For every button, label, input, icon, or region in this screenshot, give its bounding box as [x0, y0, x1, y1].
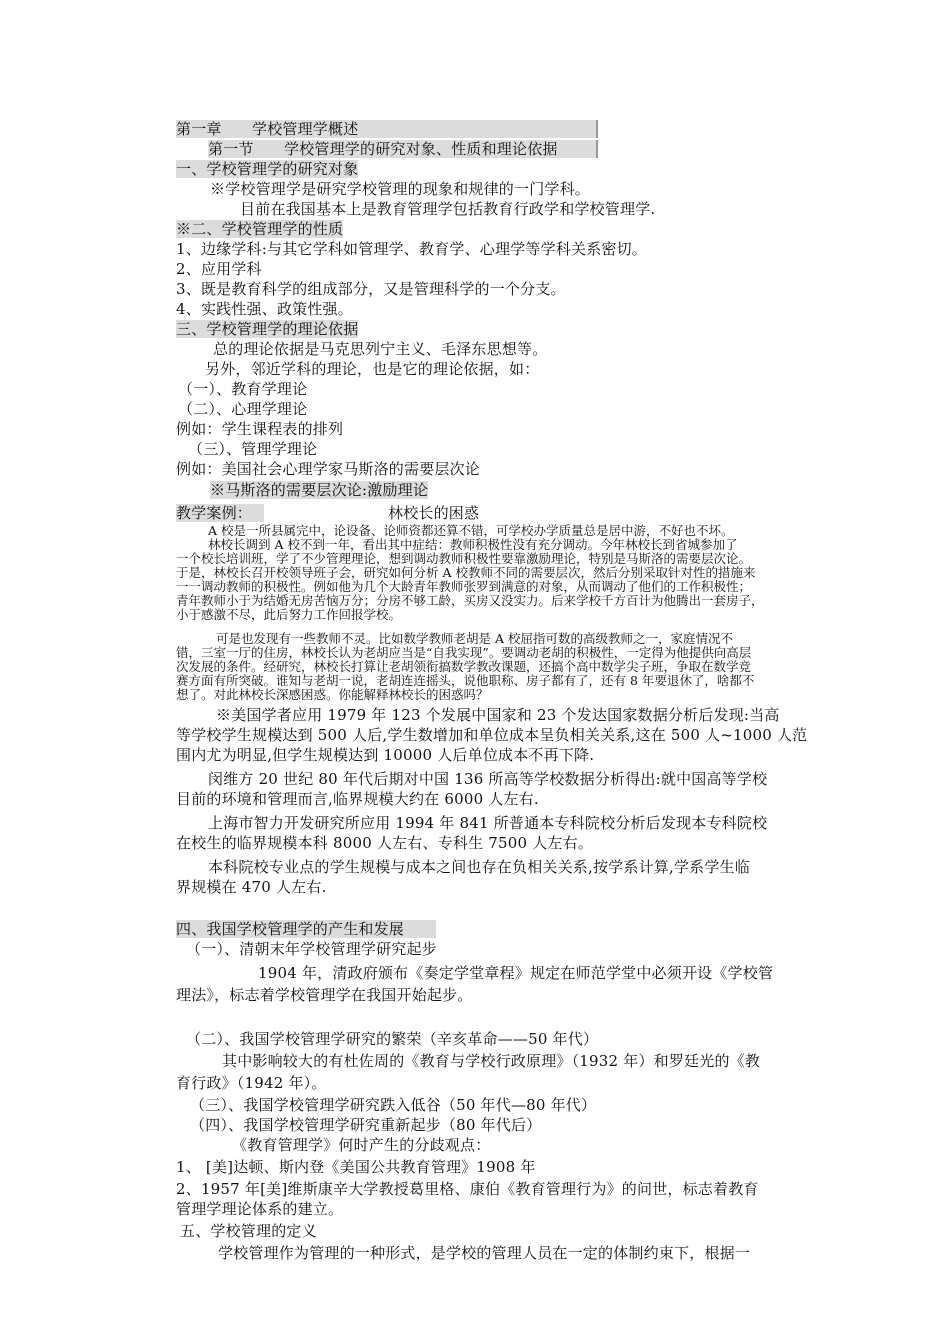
case-p1-line: 青年教师小于为结婚无房苦恼万分；分房不够工龄，买房又没实力。后来学校千方百计为他腾出一套房子，: [176, 593, 764, 608]
heading-definition: 五、学校管理的定义: [180, 1222, 317, 1240]
history-item-3: （三）、我国学校管理学研究跌入低谷（50 年代—80 年代）: [190, 1096, 597, 1114]
paragraph-definition: ※学校管理学是研究学校管理的现象和规律的一门学科。: [210, 180, 591, 198]
case-p2-line: 想了。对此林校长深感困惑。你能解释林校长的困惑吗？: [176, 687, 489, 702]
section-title: 第一节 学校管理学的研究对象、性质和理论依据: [208, 140, 598, 158]
case-p1-line: A 校是一所县属完中，论设备、论师资都还算不错，可学校办学质量总是居中游，不好也不坏。: [208, 523, 734, 538]
case-p2-line: 可是也发现有一些教师不灵。比如数学教师老胡是 A 校屈指可数的高级教师之一，家庭情况不: [216, 631, 733, 646]
research-p1-line: 围内尤为明显,但学生规模达到 10000 人后单位成本不再下降.: [176, 746, 595, 764]
case-p1-line: 小于感激不尽，此后努力工作回报学校。: [176, 607, 402, 622]
case-p1-line: 于是，林校长召开校领导班子会，研究如何分析 A 校教师不同的需要层次，然后分别采取针对性的措施来: [176, 565, 756, 580]
divergence-heading: 《教育管理学》何时产生的分歧观点：: [232, 1136, 491, 1154]
heading-theory: 三、学校管理学的理论依据: [176, 320, 359, 338]
example-1: 例如：学生课程表的排列: [176, 420, 344, 438]
case-p1-line: 一一调动教师的积极性。例如他为几个大龄青年教师张罗到满意的对象，从而调动了他们的工作积极性；: [176, 579, 752, 594]
history-1-text: 理法》，标志着学校管理学在我国开始起步。: [176, 986, 473, 1004]
research-p3-line: 上海市智力开发研究所应用 1994 年 841 所普通本专科院校分析后发现本专科院校: [208, 814, 768, 832]
theory-item-2: （二）、心理学理论: [178, 400, 308, 418]
history-item-1: （一）、清朝末年学校管理学研究起步: [186, 940, 437, 958]
theory-item-3: （三）、管理学理论: [188, 440, 318, 458]
case-p2-line: 错，三室一厅的住房，林校长认为老胡应当是“自我实现”。要调动老胡的积极性，一定得为他提供向高层: [176, 645, 752, 660]
theory-item-1: （一）、教育学理论: [178, 380, 308, 398]
research-p1-line: ※美国学者应用 1979 年 123 个发展中国家和 23 个发达国家数据分析后发现:当高: [216, 706, 780, 724]
research-p4-line: 本科院校专业点的学生规模与成本之间也存在负相关关系,按学系计算,学系学生临: [208, 858, 750, 876]
heading-research-object: 一、学校管理学的研究对象: [176, 160, 359, 178]
nature-item-2: 2、应用学科: [176, 260, 262, 278]
view-1: 1、 [美]达顿、斯内登《美国公共教育管理》1908 年: [176, 1158, 536, 1176]
research-p4-line: 界规模在 470 人左右.: [176, 878, 327, 896]
research-p2-line: 目前的环境和管理而言,临界规模大约在 6000 人左右.: [176, 790, 539, 808]
example-2: 例如：美国社会心理学家马斯洛的需要层次论: [176, 460, 481, 478]
definition-text: 学校管理作为管理的一种形式，是学校的管理人员在一定的体制约束下，根据一: [218, 1244, 751, 1262]
history-item-4: （四）、我国学校管理学研究重新起步（80 年代后）: [190, 1116, 542, 1134]
case-p1-line: 一个校长培训班，学了不少管理理论，想到调动教师积极性要靠激励理论，特别是马斯洛的需要层次论。: [176, 551, 752, 566]
case-label: 教学案例：: [176, 504, 264, 522]
theory-other: 另外，邻近学科的理论，也是它的理论依据，如：: [205, 360, 540, 378]
nature-item-4: 4、实践性强、政策性强。: [176, 300, 353, 318]
theory-general: 总的理论依据是马克思列宁主义、毛泽东思想等。: [213, 340, 548, 358]
view-2-line: 管理学理论体系的建立。: [176, 1200, 344, 1218]
history-2-text: 育行政》（1942 年）。: [176, 1074, 327, 1092]
case-title: 林校长的困惑: [388, 504, 480, 522]
history-1-text: 1904 年，清政府颁布《奏定学堂章程》规定在师范学堂中必须开设《学校管: [258, 964, 774, 982]
case-p2-line: 次发展的条件。经研究，林校长打算让老胡领衔搞数学教改课题，还搞个高中数学尖子班，争取在数学竞: [176, 659, 752, 674]
research-p2-line: 闵维方 20 世纪 80 年代后期对中国 136 所高等学校数据分析得出:就中国高等学校: [208, 770, 768, 788]
view-2-line: 2、1957 年[美]维斯康辛大学教授葛里格、康伯《教育管理行为》的问世，标志着教育: [176, 1180, 759, 1198]
paragraph-current: 目前在我国基本上是教育管理学包括教育行政学和学校管理学.: [240, 200, 656, 218]
case-p1-line: 林校长调到 A 校不到一年，看出其中症结：教师积极性没有充分调动。今年林校长到省城参加了: [208, 537, 738, 552]
research-p1-line: 等学校学生规模达到 500 人后,学生数增加和单位成本呈负相关关系,这在 500 人~1000 人范: [176, 726, 808, 744]
nature-item-3: 3、既是教育科学的组成部分，又是管理科学的一个分支。: [176, 280, 566, 298]
maslow-note: ※马斯洛的需要层次论:激励理论: [210, 481, 429, 499]
research-p3-line: 在校生的临界规模本科 8000 人左右、专科生 7500 人左右。: [176, 834, 594, 852]
history-2-text: 其中影响较大的有杜佐周的《教育与学校行政原理》（1932 年）和罗廷光的《教: [222, 1052, 761, 1070]
history-item-2: （二）、我国学校管理学研究的繁荣（辛亥革命——50 年代）: [186, 1030, 599, 1048]
heading-history: 四、我国学校管理学的产生和发展: [176, 920, 436, 938]
chapter-title: 第一章 学校管理学概述: [176, 120, 598, 138]
nature-item-1: 1、边缘学科:与其它学科如管理学、教育学、心理学等学科关系密切。: [176, 240, 648, 258]
case-p2-line: 赛方面有所突破。谁知与老胡一说，老胡连连摇头，说他职称、房子都有了，还有 8 年要退休了，啥都不: [176, 673, 755, 688]
heading-nature: ※二、学校管理学的性质: [176, 220, 344, 238]
